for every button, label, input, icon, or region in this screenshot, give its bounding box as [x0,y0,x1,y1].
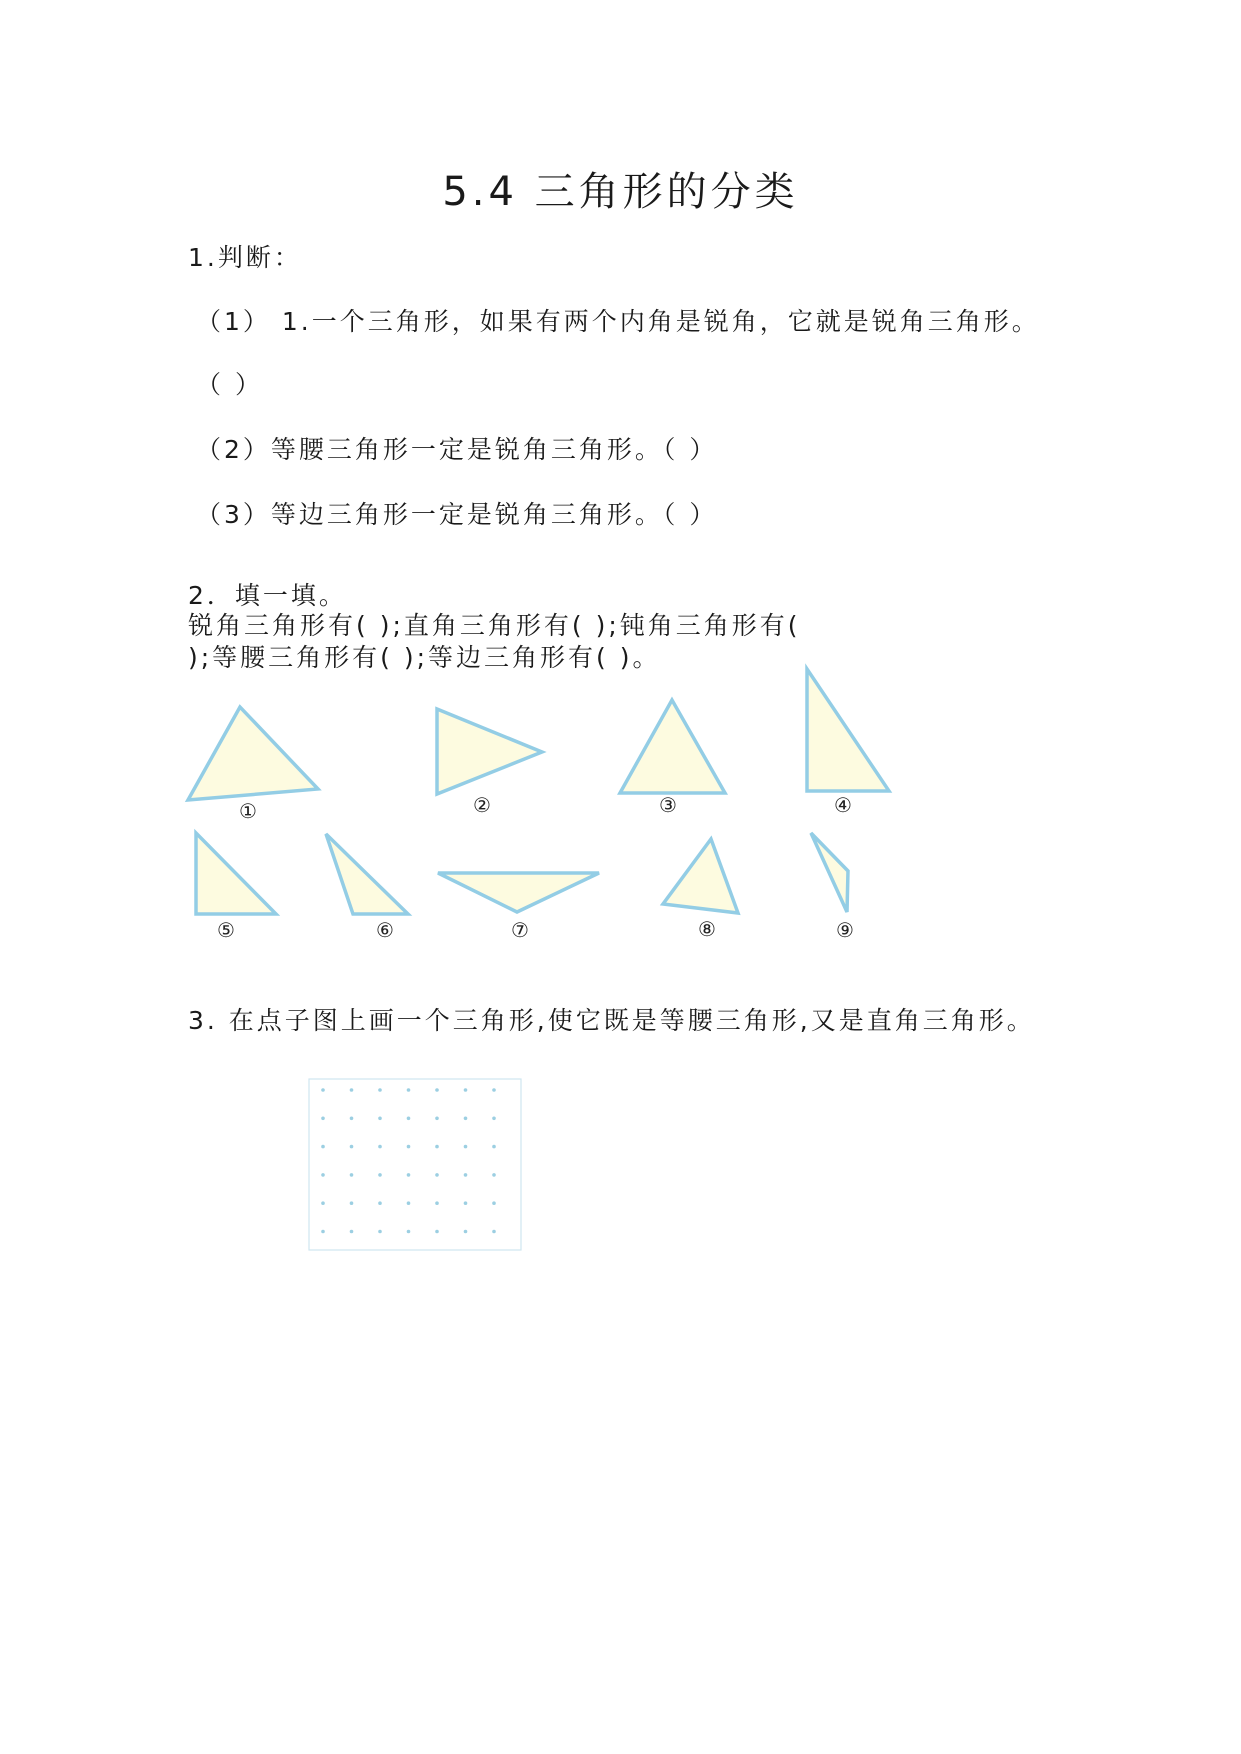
q1-item-3: （3）等边三角形一定是锐角三角形。（ ） [196,500,718,529]
grid-dot[interactable] [492,1230,496,1234]
grid-dot[interactable] [492,1117,496,1121]
grid-dot[interactable] [321,1088,325,1092]
triangle-7-label: ⑦ [511,918,529,942]
dot-grid-frame [309,1079,521,1250]
grid-dot[interactable] [350,1088,354,1092]
grid-dot[interactable] [407,1230,411,1234]
triangle-2-label: ② [473,793,491,817]
grid-dot[interactable] [378,1230,382,1234]
q2-heading: 2．填一填。 [188,581,347,610]
triangle-3-label: ③ [659,793,677,817]
grid-dot[interactable] [321,1230,325,1234]
grid-dot[interactable] [350,1173,354,1177]
grid-dot[interactable] [407,1117,411,1121]
grid-dot[interactable] [464,1173,468,1177]
grid-dot[interactable] [321,1117,325,1121]
q3-text: 3. 在点子图上画一个三角形,使它既是等腰三角形,又是直角三角形。 [188,1006,1035,1035]
grid-dot[interactable] [464,1230,468,1234]
page-title: 5.4 三角形的分类 [442,169,799,215]
grid-dot[interactable] [378,1145,382,1149]
grid-dot[interactable] [378,1117,382,1121]
grid-dot[interactable] [350,1145,354,1149]
triangle-5-label: ⑤ [217,918,235,942]
grid-dot[interactable] [464,1201,468,1205]
q1-heading: 1.判断： [188,243,302,272]
triangle-8-label: ⑧ [698,917,716,941]
grid-dot[interactable] [492,1173,496,1177]
grid-dot[interactable] [378,1201,382,1205]
triangle-4-label: ④ [834,793,852,817]
grid-dot[interactable] [492,1088,496,1092]
grid-dot[interactable] [321,1145,325,1149]
q2-fill-line-2: );等腰三角形有( );等边三角形有( )。 [188,643,661,672]
dot-grid-dots [321,1088,496,1233]
grid-dot[interactable] [435,1201,439,1205]
grid-dot[interactable] [321,1173,325,1177]
grid-dot[interactable] [435,1173,439,1177]
grid-dot[interactable] [407,1201,411,1205]
grid-dot[interactable] [492,1201,496,1205]
grid-dot[interactable] [464,1145,468,1149]
grid-dot[interactable] [350,1230,354,1234]
grid-dot[interactable] [435,1088,439,1092]
grid-dot[interactable] [435,1117,439,1121]
grid-dot[interactable] [435,1145,439,1149]
grid-dot[interactable] [407,1145,411,1149]
triangle-6-label: ⑥ [376,918,394,942]
triangle-9-label: ⑨ [836,918,854,942]
grid-dot[interactable] [407,1173,411,1177]
grid-dot[interactable] [492,1145,496,1149]
q2-fill-line-1: 锐角三角形有( );直角三角形有( );钝角三角形有( [188,611,801,640]
grid-dot[interactable] [350,1201,354,1205]
grid-dot[interactable] [464,1088,468,1092]
grid-dot[interactable] [350,1117,354,1121]
grid-dot[interactable] [464,1117,468,1121]
grid-dot[interactable] [321,1201,325,1205]
q1-item-1-answer-blank[interactable]: （ ） [196,370,263,399]
grid-dot[interactable] [435,1230,439,1234]
grid-dot[interactable] [407,1088,411,1092]
triangle-1-label: ① [239,799,257,823]
q1-item-2: （2）等腰三角形一定是锐角三角形。（ ） [196,435,718,464]
grid-dot[interactable] [378,1088,382,1092]
grid-dot[interactable] [378,1173,382,1177]
q1-item-1: （1） 1.一个三角形，如果有两个内角是锐角，它就是锐角三角形。 [196,307,1040,336]
